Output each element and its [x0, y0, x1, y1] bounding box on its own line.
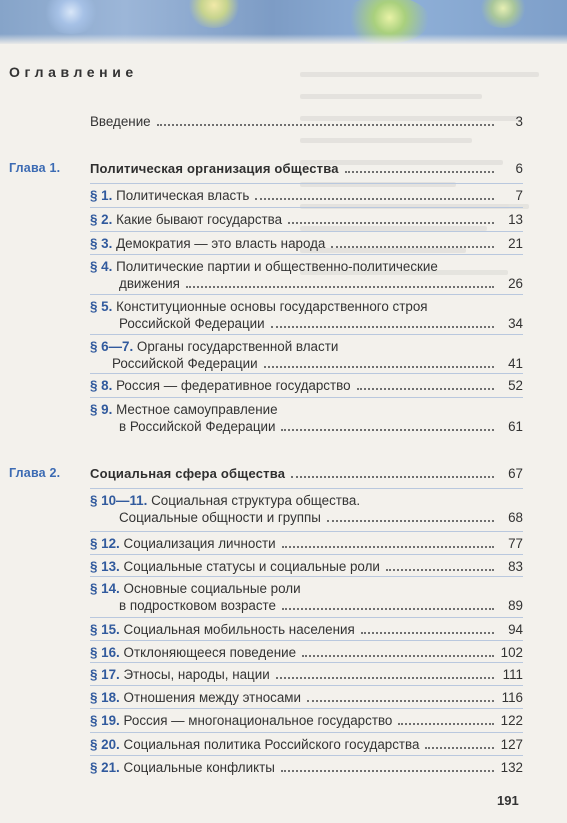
entry-page: 83 — [508, 559, 523, 574]
section-title: Социальные статусы и социальные роли — [123, 559, 380, 574]
entry-page: 21 — [508, 236, 523, 251]
section-number: § 19. — [90, 713, 120, 728]
section-number: § 15. — [90, 622, 120, 637]
entry-page: 89 — [508, 598, 523, 613]
entry-page: 116 — [501, 690, 523, 705]
dot-leader — [282, 546, 494, 548]
toc-row — [90, 759, 523, 776]
toc-entry-section[interactable] — [90, 258, 523, 292]
section-divider — [90, 732, 523, 733]
toc-row — [90, 736, 523, 753]
section-number: § 13. — [90, 559, 120, 574]
toc-row — [90, 235, 523, 252]
chapter-label: Глава 1. — [9, 161, 61, 175]
section-title-continued: Социальные общности и группы — [119, 510, 321, 525]
section-title: Отклоняющееся поведение — [123, 645, 297, 660]
dot-leader — [186, 286, 494, 288]
dot-leader — [357, 388, 494, 390]
section-divider — [90, 531, 523, 532]
dot-leader — [282, 608, 494, 610]
section-number: § 10—11. — [90, 493, 148, 508]
section-divider — [90, 617, 523, 618]
entry-page: 34 — [508, 316, 523, 331]
dot-leader — [345, 171, 494, 173]
section-divider — [90, 708, 523, 709]
toc-row — [90, 712, 523, 729]
toc-row — [90, 666, 523, 683]
toc-row — [90, 418, 523, 435]
section-number: § 21. — [90, 760, 120, 775]
section-title: Этносы, народы, нации — [123, 667, 270, 682]
toc-entry-section[interactable] — [90, 558, 523, 575]
section-first-line — [90, 580, 523, 597]
toc-row — [90, 275, 523, 292]
toc-row — [90, 689, 523, 706]
dot-leader — [271, 326, 494, 328]
section-number: § 3. — [90, 236, 113, 251]
toc-row — [90, 113, 523, 130]
toc-row — [90, 509, 523, 526]
dot-leader — [291, 476, 494, 478]
section-title: Социальная мобильность населения — [123, 622, 355, 637]
entry-page: 68 — [508, 510, 523, 525]
toc-row — [90, 465, 523, 482]
entry-page: 102 — [500, 645, 523, 660]
toc-row — [90, 597, 523, 614]
section-title-continued: в подростковом возрасте — [119, 598, 276, 613]
section-divider — [90, 397, 523, 398]
section-title-continued: Российской Федерации — [112, 356, 258, 371]
toc-entry-section[interactable] — [90, 211, 523, 228]
dot-leader — [157, 124, 494, 126]
section-title: Демократия — это власть народа — [116, 236, 326, 251]
section-label — [90, 712, 392, 729]
section-number: § 8. — [90, 378, 113, 393]
section-title: Социальные конфликты — [123, 760, 275, 775]
section-number: § 20. — [90, 737, 120, 752]
dot-leader — [307, 700, 494, 702]
section-title: Политическая власть — [116, 188, 250, 203]
section-divider — [90, 207, 523, 208]
section-divider — [90, 662, 523, 663]
dot-leader — [302, 655, 494, 657]
section-divider — [90, 640, 523, 641]
entry-page: 52 — [508, 378, 523, 393]
toc-entry-chapter[interactable] — [90, 160, 523, 177]
section-divider — [90, 554, 523, 555]
section-title: Конституционные основы государственного строя — [116, 299, 428, 314]
dot-leader — [281, 429, 494, 431]
section-first-line — [90, 258, 523, 275]
toc-row — [90, 377, 523, 394]
entry-page: 3 — [515, 114, 523, 129]
section-first-line — [90, 338, 523, 355]
toc-entry-section[interactable] — [90, 298, 523, 332]
section-divider — [90, 488, 523, 489]
dot-leader — [398, 723, 493, 725]
section-first-line — [90, 401, 523, 418]
toc-entry-section[interactable] — [90, 338, 523, 372]
section-title-continued: Российской Федерации — [119, 316, 265, 331]
dot-leader — [361, 632, 494, 634]
toc-row — [90, 211, 523, 228]
toc-entry-section[interactable] — [90, 621, 523, 638]
section-divider — [90, 755, 523, 756]
chapter-title: Политическая организация общества — [90, 161, 339, 176]
dot-leader — [255, 198, 494, 200]
section-label — [90, 759, 275, 776]
toc-entry-section[interactable] — [90, 666, 523, 683]
section-divider — [90, 254, 523, 255]
dot-leader — [264, 366, 494, 368]
entry-page: 122 — [500, 713, 523, 728]
dot-leader — [386, 569, 494, 571]
toc-row — [90, 355, 523, 372]
section-number: § 16. — [90, 645, 120, 660]
section-title: Россия — многонациональное государство — [123, 713, 393, 728]
toc-entry-chapter[interactable] — [90, 465, 523, 482]
section-number: § 14. — [90, 581, 120, 596]
entry-page: 127 — [500, 737, 523, 752]
section-label — [90, 235, 325, 252]
section-number: § 18. — [90, 690, 120, 705]
entry-page: 111 — [502, 667, 523, 682]
toc-entry-section[interactable] — [90, 736, 523, 753]
entry-page: 132 — [500, 760, 523, 775]
dot-leader — [288, 222, 494, 224]
entry-page: 67 — [508, 466, 523, 481]
entry-title: Введение — [90, 114, 151, 129]
toc-row — [90, 621, 523, 638]
toc-entry-section[interactable] — [90, 377, 523, 394]
section-label — [90, 558, 380, 575]
section-divider — [90, 373, 523, 374]
section-title: Основные социальные роли — [123, 581, 301, 596]
chapter-title: Социальная сфера общества — [90, 466, 286, 481]
section-number: § 9. — [90, 402, 113, 417]
section-label — [90, 666, 270, 683]
toc-entry-section[interactable] — [90, 535, 523, 552]
section-number: § 5. — [90, 299, 113, 314]
dot-leader — [327, 520, 494, 522]
toc-entry-section[interactable] — [90, 235, 523, 252]
section-number: § 17. — [90, 667, 120, 682]
entry-page: 94 — [508, 622, 523, 637]
section-title-continued: в Российской Федерации — [119, 419, 276, 434]
toc-entry-section[interactable] — [90, 712, 523, 729]
page-number: 191 — [497, 793, 519, 808]
section-first-line — [90, 492, 523, 509]
section-divider — [90, 576, 523, 577]
section-title: Органы государственной власти — [136, 339, 339, 354]
section-divider — [90, 685, 523, 686]
section-first-line — [90, 298, 523, 315]
toc-entry-section[interactable] — [90, 689, 523, 706]
section-number: § 4. — [90, 259, 113, 274]
entry-page: 26 — [508, 276, 523, 291]
toc-entry-section[interactable] — [90, 580, 523, 614]
toc-row — [90, 558, 523, 575]
section-title: Социальная политика Российского государства — [123, 737, 420, 752]
section-title: Политические партии и общественно-политические — [116, 259, 438, 274]
section-label — [90, 621, 355, 638]
entry-page: 13 — [508, 212, 523, 227]
section-label — [90, 377, 351, 394]
entry-page: 6 — [515, 161, 523, 176]
section-title: Местное самоуправление — [116, 402, 278, 417]
section-number: § 12. — [90, 536, 120, 551]
section-title: Отношения между этносами — [123, 690, 301, 705]
toc-entry-section[interactable] — [90, 492, 523, 526]
toc-row — [90, 315, 523, 332]
chapter-label: Глава 2. — [9, 466, 61, 480]
toc-entry-section[interactable] — [90, 759, 523, 776]
section-label — [90, 736, 419, 753]
toc-row — [90, 160, 523, 177]
toc-entry-section[interactable] — [90, 187, 523, 204]
toc-row — [90, 187, 523, 204]
toc-row — [90, 535, 523, 552]
section-title-continued: движения — [119, 276, 180, 291]
dot-leader — [281, 770, 494, 772]
section-title: Какие бывают государства — [116, 212, 283, 227]
section-number: § 1. — [90, 188, 113, 203]
section-label — [90, 689, 301, 706]
section-title: Россия — федеративное государство — [116, 378, 351, 393]
section-title: Социализация личности — [123, 536, 276, 551]
section-number: § 2. — [90, 212, 113, 227]
entry-page: 77 — [508, 536, 523, 551]
toc-entry-section[interactable] — [90, 401, 523, 435]
section-title: Социальная структура общества. — [151, 493, 361, 508]
section-label — [90, 644, 296, 661]
section-label — [90, 535, 276, 552]
entry-page: 61 — [508, 419, 523, 434]
dot-leader — [276, 677, 494, 679]
entry-page: 7 — [515, 188, 523, 203]
section-label — [90, 211, 282, 228]
dot-leader — [425, 747, 493, 749]
toc-row — [90, 644, 523, 661]
toc-entry-section[interactable] — [90, 644, 523, 661]
dot-leader — [331, 246, 494, 248]
section-number: § 6—7. — [90, 339, 134, 354]
section-divider — [90, 183, 523, 184]
toc-entry-introduction[interactable] — [90, 113, 523, 130]
section-divider — [90, 231, 523, 232]
section-divider — [90, 294, 523, 295]
section-label — [90, 187, 249, 204]
entry-page: 41 — [508, 356, 523, 371]
page-title: Оглавление — [9, 64, 138, 80]
section-divider — [90, 334, 523, 335]
